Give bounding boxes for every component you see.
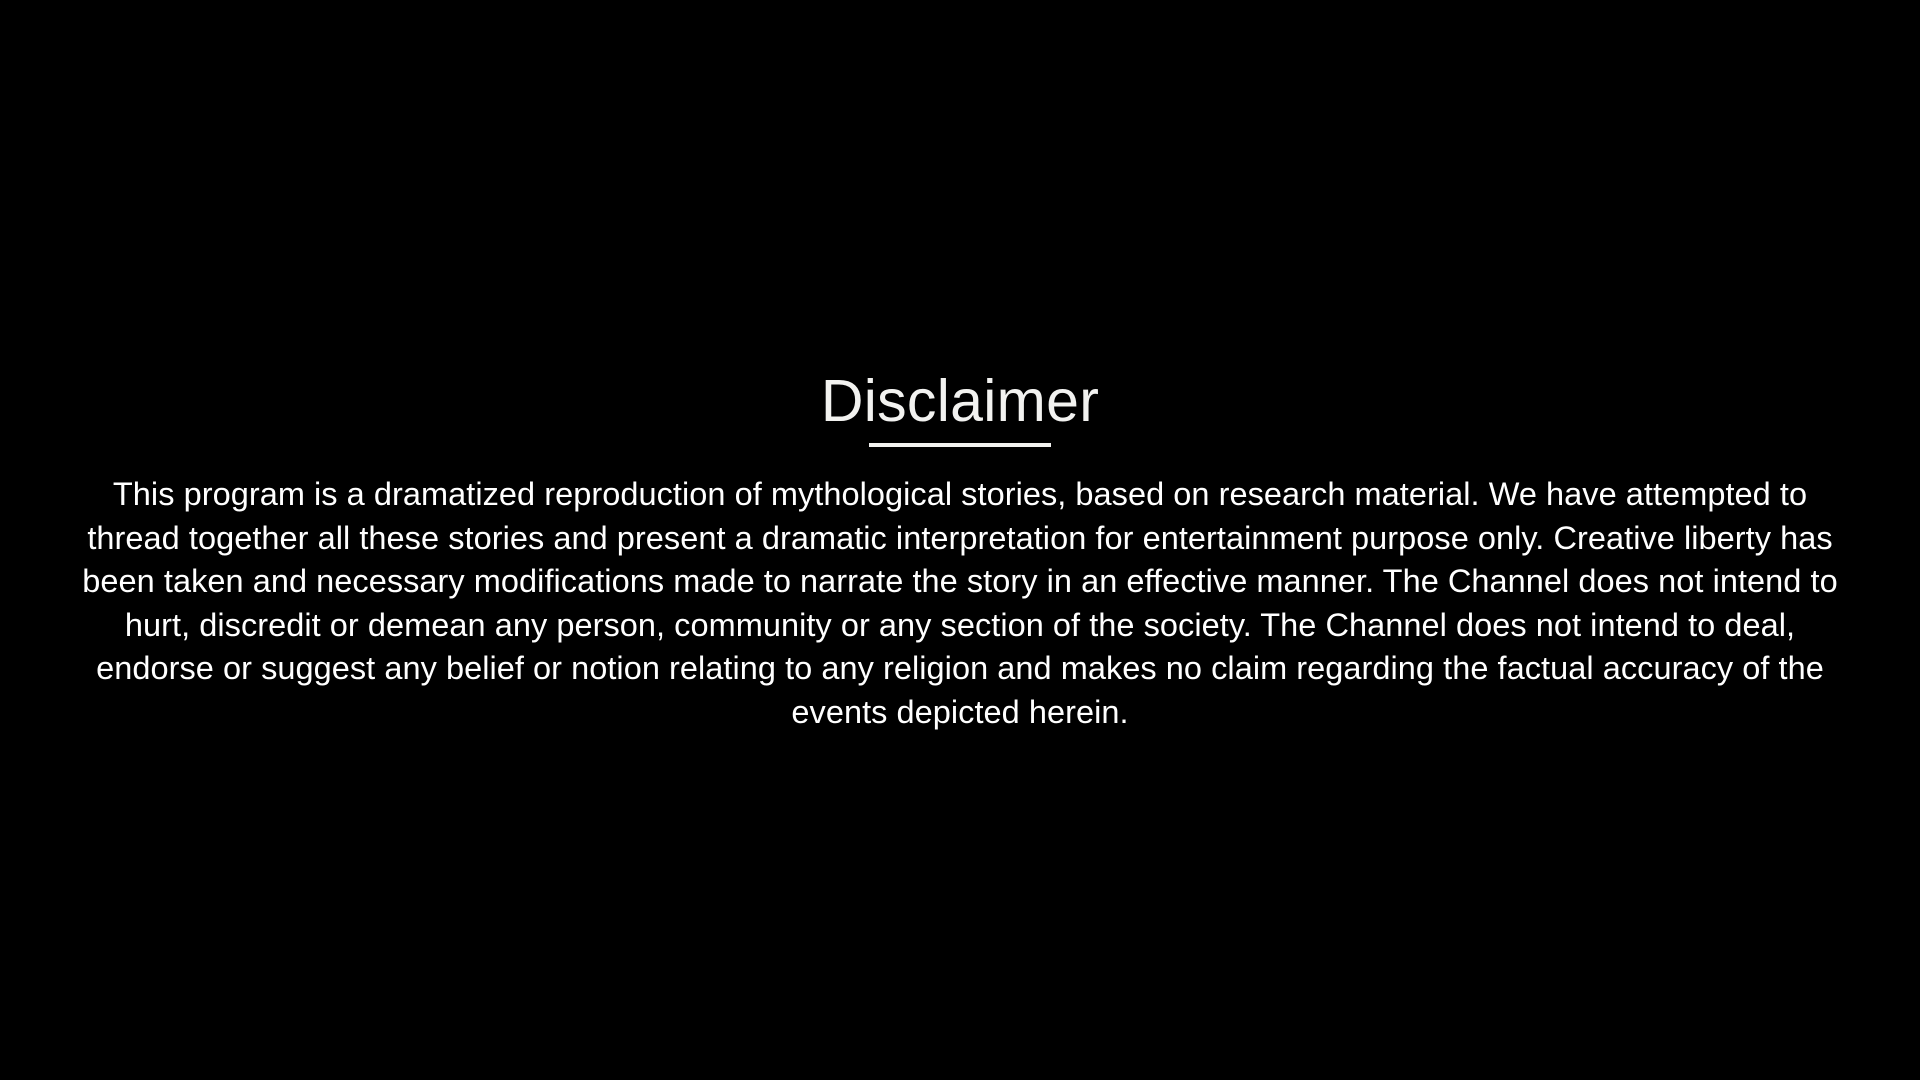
title-underline-divider xyxy=(869,443,1051,447)
disclaimer-body-text: This program is a dramatized reproduction of mythological stories, based on research material. We have attempted to thread together all these stories and present a dramatic interpretation for entertainment purpose only. Creative liberty has been taken and necessary modifications made to narrate the story in an effective manner. The Channel does not intend to hurt, discredit or demean any person, community or any section of the society. The Channel does not intend to deal, endorse or suggest any belief or notion relating to any religion and makes no claim regarding the factual accuracy of the events depicted herein. xyxy=(82,476,1838,730)
disclaimer-title-group xyxy=(820,368,1100,447)
page-title: Disclaimer xyxy=(820,368,1100,434)
